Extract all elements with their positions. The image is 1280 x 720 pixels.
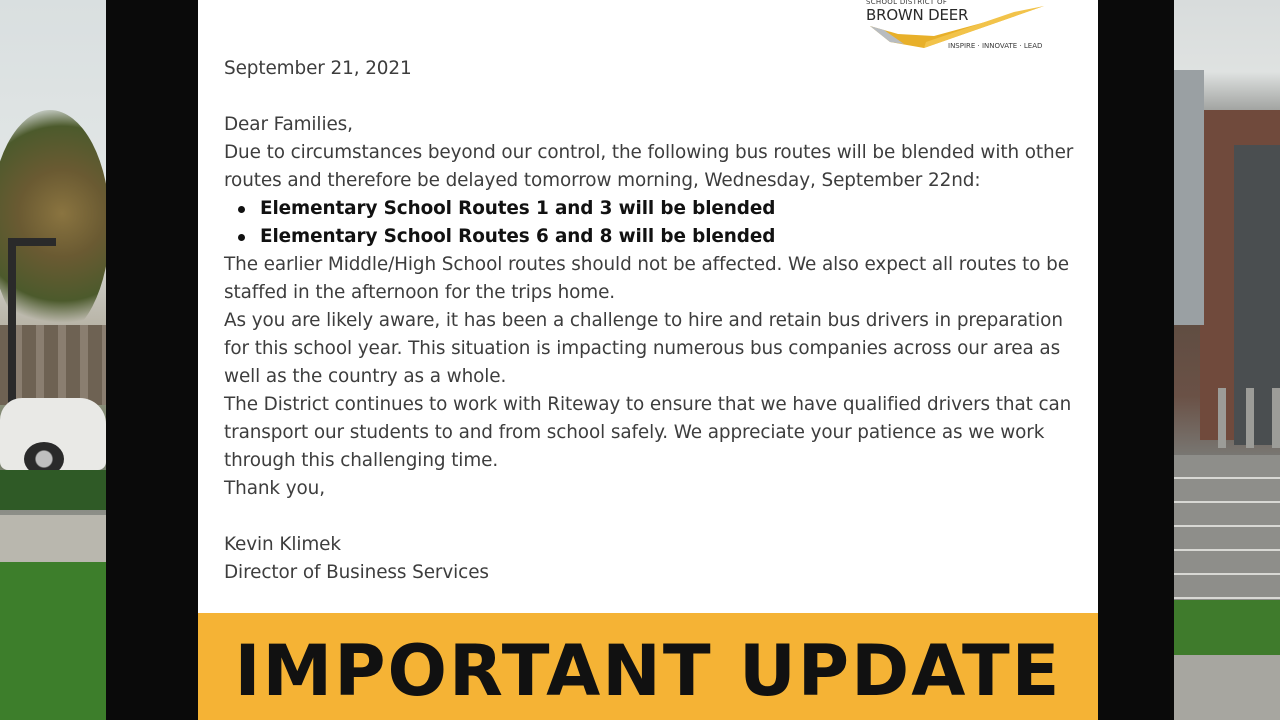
route-item: Elementary School Routes 1 and 3 will be blended — [224, 195, 1074, 223]
background-photo-right — [1174, 0, 1280, 720]
bollard — [1246, 388, 1254, 448]
building-pillar — [1174, 70, 1204, 325]
letter-body — [224, 55, 1074, 587]
bollard — [1272, 388, 1280, 448]
route-list — [224, 195, 1074, 251]
sidewalk — [0, 515, 106, 563]
lawn — [0, 562, 106, 720]
background-photo-left — [0, 0, 106, 720]
lawn — [1174, 600, 1280, 660]
signer-name: Kevin Klimek — [224, 534, 341, 555]
letter-intro: Due to circumstances beyond our control, the following bus routes will be blended with other routes and therefore be delayed tomorrow morning, Wednesday, September 22nd: — [224, 142, 1074, 191]
banner-text: IMPORTANT UPDATE — [234, 629, 1062, 712]
logo-name: BROWN DEER — [866, 6, 969, 24]
signer-title: Director of Business Services — [224, 562, 489, 583]
letter-document — [198, 0, 1098, 720]
important-update-banner — [198, 613, 1098, 720]
letter-date: September 21, 2021 — [224, 58, 412, 79]
logo-tagline: INSPIRE · INNOVATE · LEAD — [948, 42, 1043, 50]
letter-paragraph: The District continues to work with Riteway to ensure that we have qualified drivers that can transport our students to and from school safely. We appreciate your patience as we work through this challenging time. — [224, 394, 1072, 471]
letter-closing: Thank you, — [224, 478, 325, 499]
route-item: Elementary School Routes 6 and 8 will be blended — [224, 223, 1074, 251]
parking-lot — [1174, 455, 1280, 605]
letter-greeting: Dear Families, — [224, 114, 353, 135]
lamp-post-arm — [8, 238, 56, 246]
sidewalk — [1174, 655, 1280, 720]
bollard — [1218, 388, 1226, 448]
district-logo — [864, 0, 1064, 58]
letter-paragraph: The earlier Middle/High School routes should not be affected. We also expect all routes to be staffed in the afternoon for the trips home. — [224, 254, 1069, 303]
logo-district-line: SCHOOL DISTRICT OF — [866, 0, 948, 6]
hedge — [0, 470, 106, 510]
letter-paragraph: As you are likely aware, it has been a challenge to hire and retain bus drivers in preparation for this school year. This situation is impacting numerous bus companies across our area as well as the country as a whole. — [224, 310, 1063, 387]
